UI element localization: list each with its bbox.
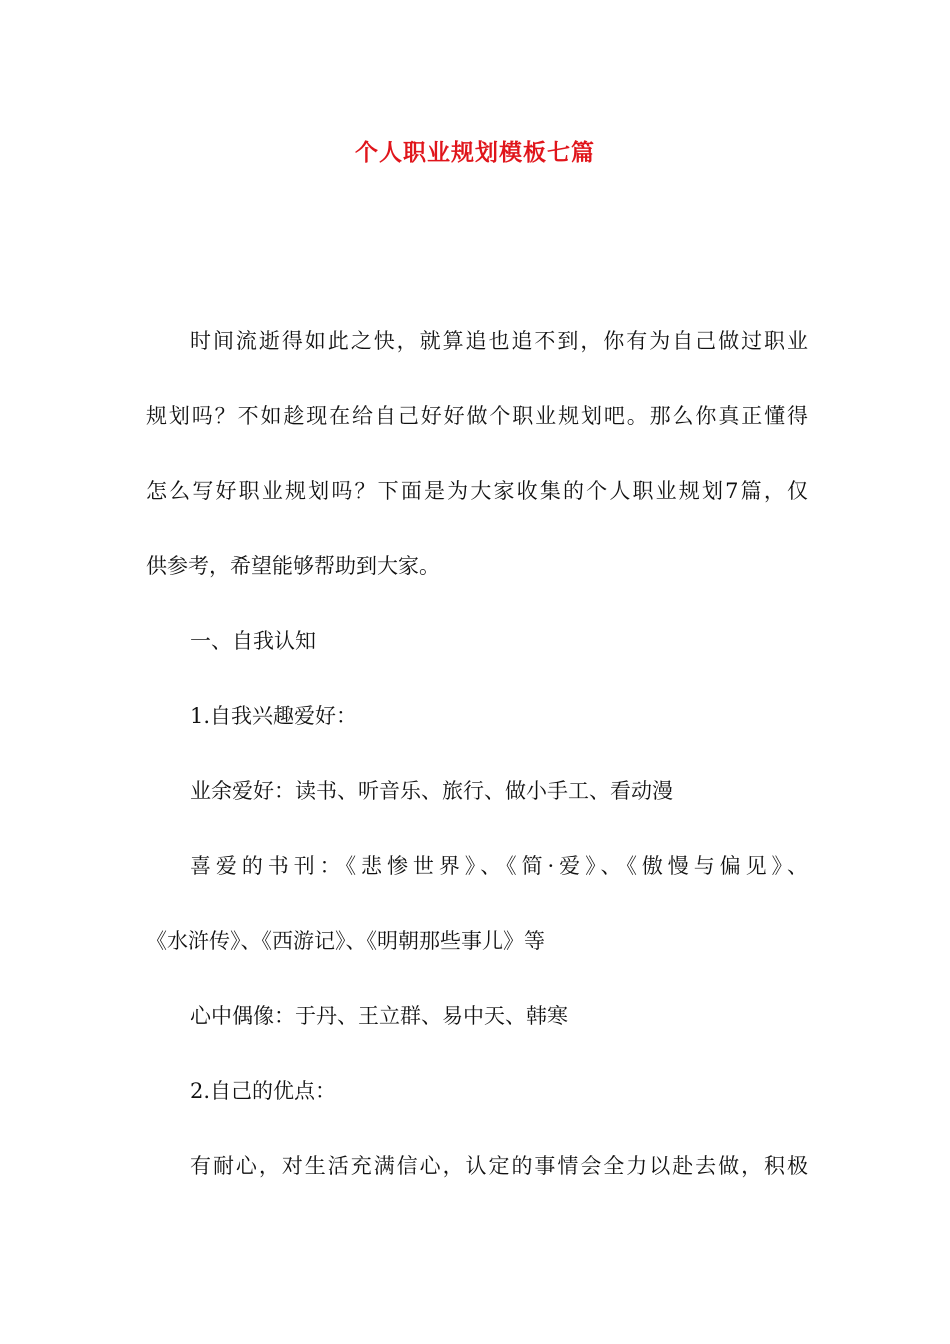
books-line-1: 喜爱的书刊：《悲惨世界》、《简·爱》、《傲慢与偏见》、 xyxy=(190,854,808,878)
idols-line: 心中偶像：于丹、王立群、易中天、韩寒 xyxy=(190,1004,568,1028)
books-line-2: 《水浒传》、《西游记》、《明朝那些事儿》等 xyxy=(146,929,545,953)
intro-line-2: 规划吗？不如趁现在给自己好好做个职业规划吧。那么你真正懂得 xyxy=(146,404,808,428)
document-body xyxy=(146,320,808,1220)
item2-heading: 2.自己的优点： xyxy=(190,1079,337,1103)
intro-line-4: 供参考，希望能够帮助到大家。 xyxy=(146,554,440,578)
item1-heading: 1.自我兴趣爱好： xyxy=(190,704,358,728)
section-heading: 一、自我认知 xyxy=(190,629,316,653)
intro-line-3: 怎么写好职业规划吗？下面是为大家收集的个人职业规划7篇，仅 xyxy=(146,479,808,503)
document-title: 个人职业规划模板七篇 xyxy=(355,139,595,166)
strengths-line: 有耐心，对生活充满信心，认定的事情会全力以赴去做，积极 xyxy=(190,1154,808,1178)
intro-line-1: 时间流逝得如此之快，就算追也追不到，你有为自己做过职业 xyxy=(190,329,808,353)
hobbies-line: 业余爱好：读书、听音乐、旅行、做小手工、看动漫 xyxy=(190,779,673,803)
